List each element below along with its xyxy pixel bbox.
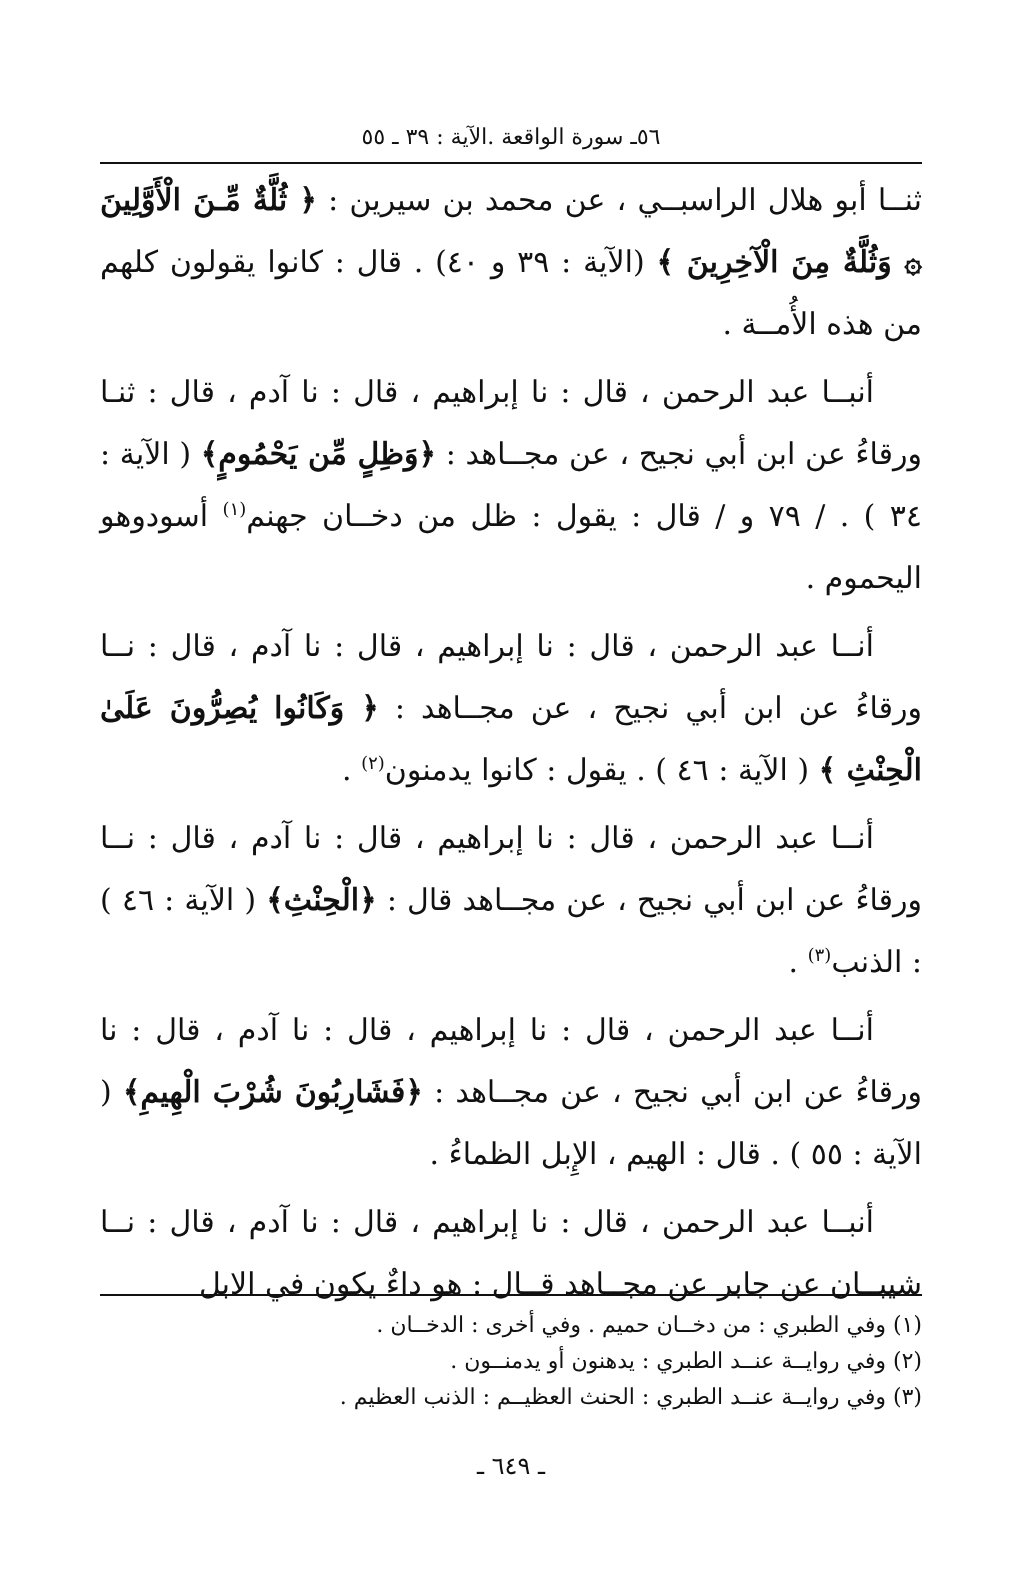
- book-page: [100, 120, 922, 1540]
- page-number: ـ ٦٤٩ ـ: [476, 1452, 545, 1480]
- paragraph-text: أنــا عبد الرحمن ، قال : نا إبراهيم ، قال : نا آدم ، قال : نــا ورقاءُ عن ابن أبي نجيح ، عن مجــاهد قال :: [100, 821, 922, 918]
- quran-quote: ﴿وَظِلٍ مِّن يَحْمُومٍ﴾: [200, 437, 437, 472]
- paragraph-text: ثنــا أبو هلال الراسبــي ، عن محمد بن سيرين :: [316, 183, 922, 218]
- footnote-1: (١) وفي الطبري : من دخــان حميم . وفي أخرى : الدخــان .: [376, 1313, 922, 1338]
- quran-quote: ﴿فَشَارِبُونَ شُرْبَ الْهِيمِ﴾: [122, 1075, 423, 1110]
- paragraph-text: أنــا عبد الرحمن ، قال : نا إبراهيم ، قال : نا آدم ، قال : نا ورقاءُ عن ابن أبي نجيح ، عن مجــاهد :: [100, 1013, 923, 1110]
- running-head: ٥٦ـ سورة الواقعة .الآية : ٣٩ ـ ٥٥: [100, 120, 922, 164]
- paragraph-1: [100, 170, 922, 356]
- footnote-ref-1: (١): [222, 499, 247, 520]
- paragraph-text: ( الآية : ٣٤ ) . / ٧٩ و / قال : يقول : ظل من دخــان جهنم: [100, 437, 922, 534]
- paragraph-text: .: [788, 945, 808, 980]
- paragraph-6: [100, 1192, 922, 1316]
- footnote-ref-3: (٣): [807, 945, 832, 966]
- body-text: [100, 170, 922, 1316]
- paragraph-5: [100, 1000, 922, 1186]
- paragraph-text: ( الآية : ٤٦ ) : الذنب: [100, 883, 922, 980]
- footnote-divider: [100, 1294, 922, 1296]
- paragraph-text: ( الآية : ٤٦ ) . يقول : كانوا يدمنون: [384, 753, 819, 788]
- paragraph-text: (الآية : ٣٩ و ٤٠) . قال : كانوا يقولون كلهم من هذه الأُمــة .: [100, 245, 922, 342]
- paragraph-3: [100, 616, 922, 802]
- paragraph-text: أسودوهو اليحموم .: [100, 499, 922, 596]
- paragraph-text: أنــا عبد الرحمن ، قال : نا إبراهيم ، قال : نا آدم ، قال : نــا ورقاءُ عن ابن أبي نجيح ، عن مجــاهد :: [100, 629, 922, 726]
- footnote-2: (٢) وفي روايــة عنــد الطبري : يدهنون أو يدمنــون .: [450, 1349, 922, 1374]
- quran-quote: ﴿ ثُلَّةٌ مِّـنَ الْأَوَّلِينَ ۞ وَثُلَّةٌ مِنَ الْآخِرِينَ ﴾: [100, 183, 922, 280]
- footnote-3: (٣) وفي روايــة عنــد الطبري : الحنث العظيــم : الذنب العظيم .: [339, 1385, 922, 1410]
- paragraph-2: [100, 362, 922, 610]
- quran-quote: ﴿ وَكَانُوا يُصِرُّونَ عَلَىٰ الْحِنْثِ ﴾: [100, 691, 922, 788]
- paragraph-text: .: [341, 753, 362, 788]
- paragraph-text: ( الآية : ٥٥ ) . قال : الهيم ، الإِبل الظماءُ .: [100, 1075, 922, 1172]
- paragraph-text: أنبــا عبد الرحمن ، قال : نا إبراهيم ، قال : نا آدم ، قال : ثنـا ورقاءُ عن ابن أبي نجيح ، عن مجــاهد :: [100, 375, 922, 472]
- paragraph-4: [100, 808, 922, 994]
- footnote-ref-2: (٢): [361, 753, 385, 774]
- quran-quote: ﴿الْحِنْثِ﴾: [266, 883, 377, 918]
- paragraph-text: أنبــا عبد الرحمن ، قال : نا إبراهيم ، قال : نا آدم ، قال : نــا شيبــان عن جابر عن مجــاهد قــال : هو داءٌ يكون في الابل: [100, 1205, 922, 1302]
- footnotes: [100, 1308, 922, 1416]
